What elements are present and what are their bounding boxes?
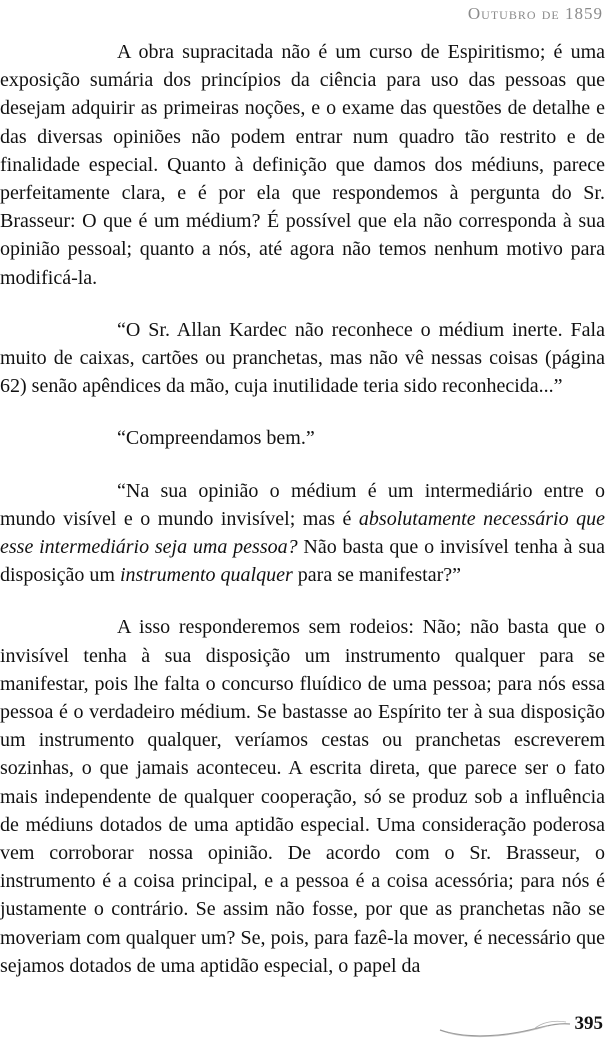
body-text xyxy=(0,38,605,980)
italic-phrase-1: absolutamente necessário que esse intermediário seja uma pessoa? xyxy=(0,507,605,559)
swash-ornament-icon xyxy=(438,1014,572,1038)
page-number: 395 xyxy=(574,1013,603,1034)
paragraph-4-quote xyxy=(0,477,605,590)
quote-text-start: “Na sua opinião o médium é um intermediário entre o mundo visível e o mundo invisível; mas é xyxy=(0,479,605,530)
running-header: Outubro de 1859 xyxy=(467,4,603,23)
paragraph-5: A isso responderemos sem rodeios: Não; não basta que o invisível tenha à sua disposição um instrumento qualquer para se manifestar, pois lhe falta o concurso fluídico de uma pessoa; para nós essa pessoa é o verdadeiro médium. Se bastasse ao Espírito ter à sua disposição um instrumento qualquer, veríamos cestas ou pranchetas escreverem sozinhas, o que jamais aconteceu. A escrita direta, que parece ser o fato mais independente de qualquer cooperação, só se produz sob a influência de médiuns dotados de uma aptidão especial. Uma consideração poderosa vem corroborar nossa opinião. De acordo com o Sr. Brasseur, o instrumento é a coisa principal, e a pessoa é a coisa acessória; para nós é justamente o contrário. Se assim não fosse, por que as pranchetas não se moveriam com qualquer um? Se, pois, para fazê-la mover, é necessário que sejamos dotados de uma aptidão especial, o papel da xyxy=(0,616,605,977)
paragraph-2-quote: “O Sr. Allan Kardec não reconhece o médium inerte. Fala muito de caixas, cartões ou pranchetas, mas não vê nessas coisas (página 62) senão apêndices da mão, cuja inutilidade teria sido reconhecida...” xyxy=(0,318,605,398)
italic-phrase-2: instrumento qualquer xyxy=(120,564,293,587)
quote-text-end: para se manifestar?” xyxy=(292,564,462,587)
paragraph-3-quote: “Compreendamos bem.” xyxy=(117,427,315,450)
paragraph-1: A obra supracitada não é um curso de Espiritismo; é uma exposição sumária dos princípios da ciência para uso das pessoas que desejam adquirir as primeiras noções, e o exame das questões de detalhe e das diversas opiniões não podem entrar num quadro tão restrito e de finalidade especial. Quanto à definição que damos dos médiuns, parece perfeitamente clara, e é por ela que respondemos à pergunta do Sr. Brasseur: O que é um médium? É possível que ela não corresponda à sua opinião pessoal; quanto a nós, até agora não temos nenhum motivo para modificá-la. xyxy=(0,41,605,289)
quote-text-middle: Não basta que o invisível tenha à sua disposição um xyxy=(0,536,605,587)
